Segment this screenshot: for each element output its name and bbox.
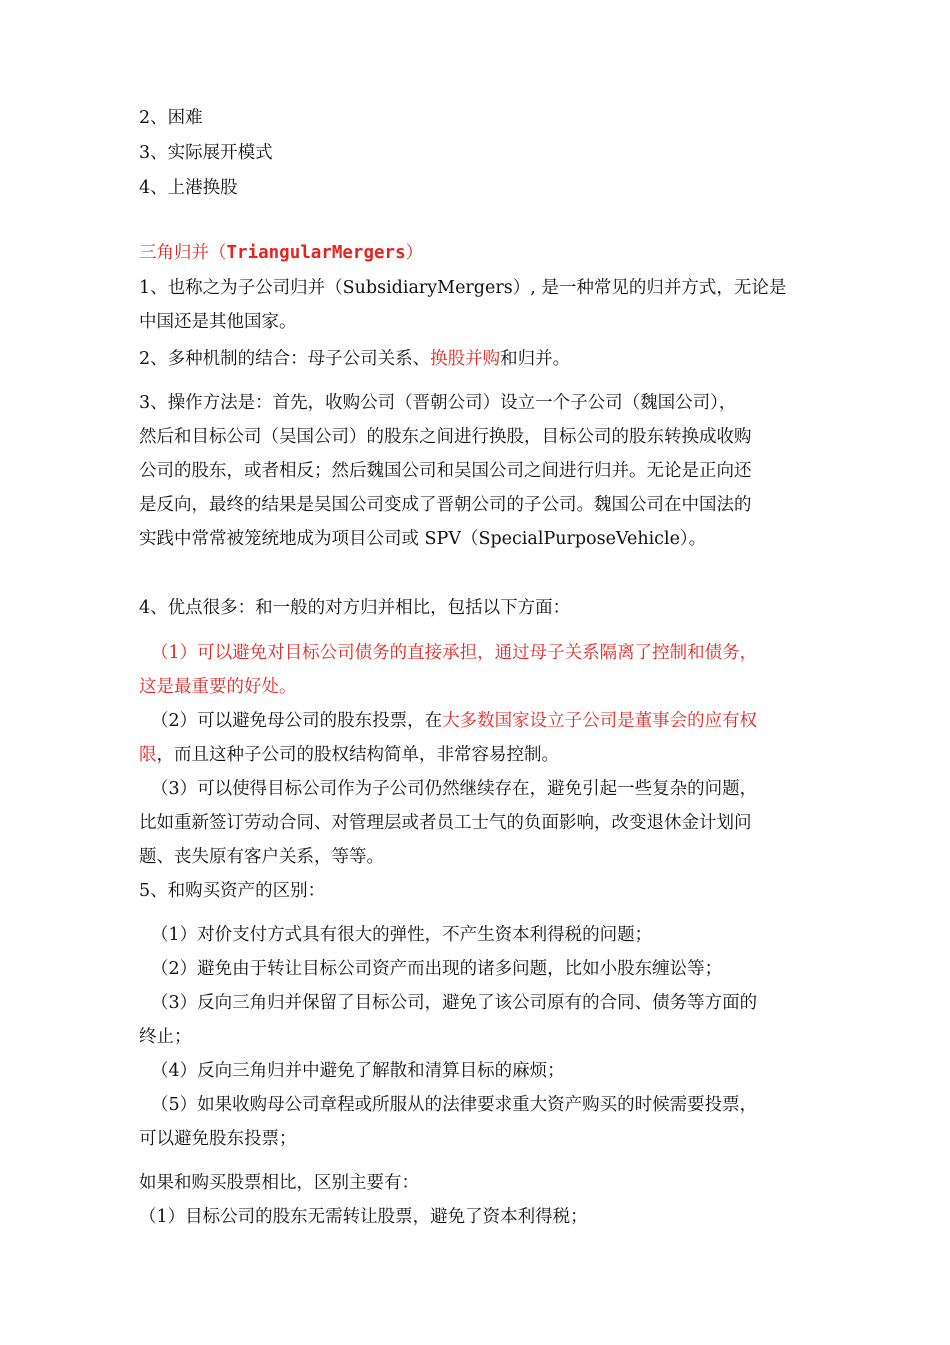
- section-title-en: TriangularMergers: [226, 243, 406, 263]
- p4-item-1-line-2: 这是最重要的好处。: [139, 677, 297, 697]
- p3-line-1: 3、操作方法是：首先，收购公司（晋朝公司）设立一个子公司（魏国公司），: [139, 393, 737, 413]
- p2-highlight: 换股并购: [430, 349, 501, 369]
- section-title-close: ）: [405, 243, 424, 263]
- p5-heading: 5、和购买资产的区别：: [139, 881, 326, 901]
- p1-line-2: 中国还是其他国家。: [139, 312, 297, 332]
- p4-item-3-line-3: 题、丧失原有客户关系，等等。: [139, 847, 384, 867]
- p2-line: [139, 348, 570, 370]
- section-title: [139, 242, 423, 264]
- p3-line-4: 是反向，最终的结果是吴国公司变成了晋朝公司的子公司。魏国公司在中国法的: [139, 495, 752, 515]
- p6-heading: 如果和购买股票相比，区别主要有：: [139, 1173, 419, 1193]
- p4-item-2-text-end: ，而且这种子公司的股权结构简单，非常容易控制。: [156, 745, 559, 765]
- p2-text-a: 2、多种机制的结合：母子公司关系、: [139, 349, 431, 369]
- p4-item-2-highlight: 大多数国家设立子公司是董事会的应有权: [442, 711, 758, 731]
- p4-item-3-line-2: 比如重新签订劳动合同、对管理层或者员工士气的负面影响，改变退休金计划问: [139, 813, 752, 833]
- p5-item-1: （1）对价支付方式具有很大的弹性，不产生资本利得税的问题；: [151, 925, 653, 945]
- p5-item-4: （4）反向三角归并中避免了解散和清算目标的麻烦；: [151, 1061, 565, 1081]
- p4-item-2-line-2: [139, 744, 559, 766]
- outline-item-2: 2、困难: [139, 108, 203, 128]
- p4-item-2-highlight-end: 限: [139, 745, 157, 765]
- p5-item-3-line-1: （3）反向三角归并保留了目标公司，避免了该公司原有的合同、债务等方面的: [151, 993, 758, 1013]
- outline-item-4: 4、上港换股: [139, 178, 238, 198]
- outline-item-3: 3、实际展开模式: [139, 143, 273, 163]
- section-title-cn: 三角归并（: [139, 243, 227, 263]
- p1-line-1: 1、也称之为子公司归并（SubsidiaryMergers）, 是一种常见的归并方式，无论是: [139, 278, 787, 298]
- p3-line-3: 公司的股东，或者相反；然后魏国公司和吴国公司之间进行归并。无论是正向还: [139, 461, 752, 481]
- p5-item-3-line-2: 终止；: [139, 1027, 192, 1047]
- p4-item-2-line-1: [151, 710, 757, 732]
- p5-item-5-line-2: 可以避免股东投票；: [139, 1129, 297, 1149]
- p2-text-b: 和归并。: [500, 349, 571, 369]
- p4-heading: 4、优点很多：和一般的对方归并相比，包括以下方面：: [139, 598, 571, 618]
- p4-item-1-line-1: （1）可以避免对目标公司债务的直接承担，通过母子关系隔离了控制和债务，: [151, 643, 758, 663]
- p3-line-2: 然后和目标公司（吴国公司）的股东之间进行换股，目标公司的股东转换成收购: [139, 427, 752, 447]
- p4-item-2-text: （2）可以避免母公司的股东投票，在: [151, 711, 443, 731]
- p6-item-1: （1）目标公司的股东无需转让股票，避免了资本利得税；: [139, 1207, 588, 1227]
- p5-item-2: （2）避免由于转让目标公司资产而出现的诸多问题，比如小股东缠讼等；: [151, 959, 723, 979]
- p3-line-5: 实践中常常被笼统地成为项目公司或 SPV（SpecialPurposeVehicle）。: [139, 529, 707, 549]
- p4-item-3-line-1: （3）可以使得目标公司作为子公司仍然继续存在，避免引起一些复杂的问题，: [151, 779, 758, 799]
- p5-item-5-line-1: （5）如果收购母公司章程或所服从的法律要求重大资产购买的时候需要投票，: [151, 1095, 758, 1115]
